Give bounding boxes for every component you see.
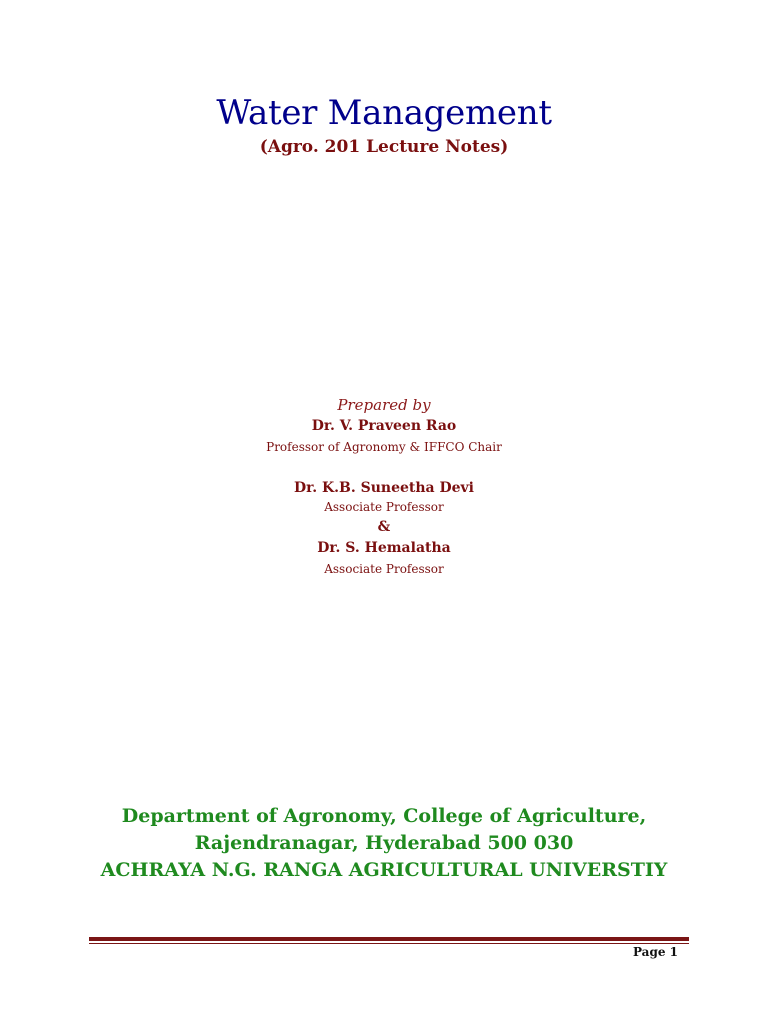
address-line: Rajendranagar, Hyderabad 500 030 (194, 832, 574, 854)
university-line: ACHRAYA N.G. RANGA AGRICULTURAL UNIVERSTIY (100, 859, 668, 881)
author-role: Associate Professor (324, 500, 444, 514)
author-name: Dr. S. Hemalatha (317, 540, 451, 556)
department-line: Department of Agronomy, College of Agriculture, (121, 805, 647, 827)
footer-rule-thin (89, 943, 689, 944)
ampersand-separator: & (377, 519, 391, 535)
footer-rule-thick (89, 937, 689, 941)
prepared-by-label: Prepared by (337, 396, 431, 414)
author-role: Professor of Agronomy & IFFCO Chair (266, 440, 502, 454)
document-title: Water Management (216, 93, 552, 133)
author-name: Dr. V. Praveen Rao (311, 418, 457, 434)
document-subtitle: (Agro. 201 Lecture Notes) (259, 137, 509, 157)
page-number: Page 1 (632, 945, 678, 959)
author-role: Associate Professor (324, 562, 444, 576)
author-name: Dr. K.B. Suneetha Devi (294, 480, 474, 496)
